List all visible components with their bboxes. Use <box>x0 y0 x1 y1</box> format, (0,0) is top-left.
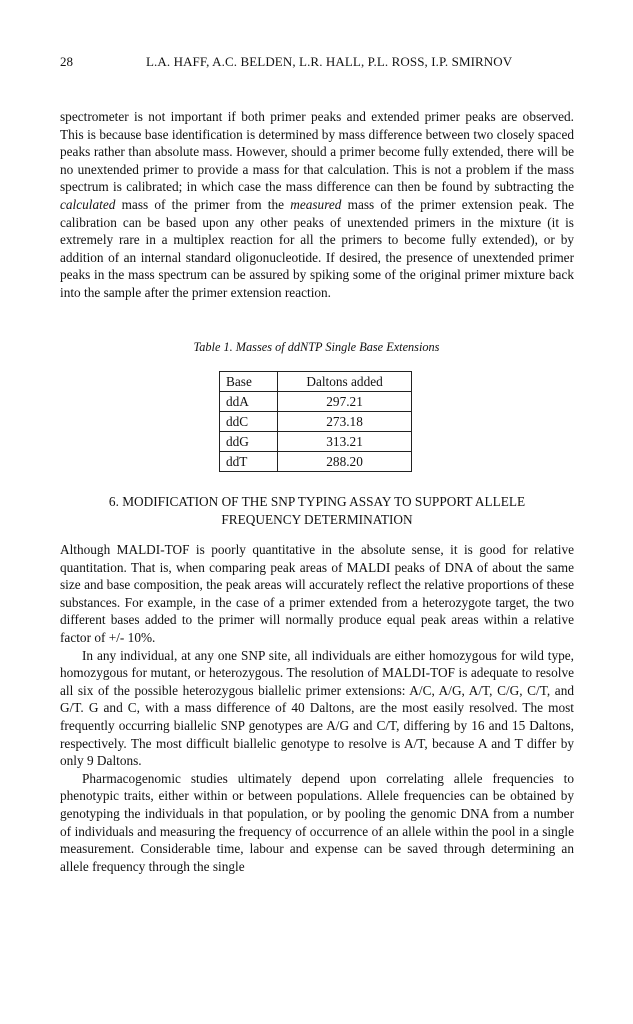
section-body <box>60 541 574 875</box>
table-row <box>220 432 412 452</box>
header-daltons-added: Daltons added <box>278 372 412 392</box>
running-header-authors: L.A. HAFF, A.C. BELDEN, L.R. HALL, P.L. ROSS, I.P. SMIRNOV <box>146 54 513 69</box>
table-cell-daltons: 288.20 <box>278 452 412 472</box>
table-cell-daltons: 297.21 <box>278 392 412 412</box>
emphasis-measured: measured <box>290 196 342 212</box>
table-row <box>220 392 412 412</box>
section-heading <box>60 493 574 529</box>
table-cell-base: ddT <box>220 452 278 472</box>
emphasis-calculated: calculated <box>60 196 116 212</box>
table-cell-base: ddG <box>220 432 278 452</box>
section-heading-line-2: FREQUENCY DETERMINATION <box>221 512 413 527</box>
table-header-row <box>220 372 412 392</box>
table-cell-daltons: 313.21 <box>278 432 412 452</box>
header-base: Base <box>220 372 278 392</box>
table-row <box>220 452 412 472</box>
page-number: 28 <box>60 54 73 69</box>
body-paragraph: Although MALDI-TOF is poorly quantitative in the absolute sense, it is good for relative quantitation. That is, when comparing peak areas of MALDI peaks of DNA of about the same size and base composition, the peak areas will accurately reflect the relative proportions of these substances. For example, in the case of a primer extended from a heterozygote target, the two different bases added to the primer will normally produce equal peak areas within a relative factor of +/- 10%. <box>60 542 574 645</box>
intro-text-2: mass of the primer from the <box>115 196 291 212</box>
table-cell-base: ddC <box>220 412 278 432</box>
table-row <box>220 412 412 432</box>
section-heading-line-1: 6. MODIFICATION OF THE SNP TYPING ASSAY TO SUPPORT ALLELE <box>108 494 526 509</box>
intro-text-1: spectrometer is not important if both primer peaks and extended primer peaks are observed. This is because base identification is determined by mass difference between two closely spaced peaks rather than absolute mass. However, should a primer become fully extended, there will be no unextended primer to provide a mass for that calculation. This is not a problem if the mass spectrum is calibrated; in which case the mass difference can then be found by subtracting the <box>60 109 574 195</box>
body-paragraph: Pharmacogenomic studies ultimately depend upon correlating allele frequencies to phenotypic traits, either within or between populations. Allele frequencies can be obtained by genotyping the individuals in that population, or by pooling the genomic DNA from a number of individuals and measuring the frequency of occurrence of an allele within the pool in a single measurement. Considerable time, labour and expense can be saved through determining an allele frequency through the single <box>60 770 574 874</box>
masses-table <box>219 371 412 472</box>
running-header <box>60 54 573 74</box>
table-cell-base: ddA <box>220 392 278 412</box>
intro-paragraph <box>60 108 574 302</box>
table-caption: Table 1. Masses of ddNTP Single Base Extensions <box>193 340 440 354</box>
table-cell-daltons: 273.18 <box>278 412 412 432</box>
body-paragraph: In any individual, at any one SNP site, all individuals are either homozygous for wild type, homozygous for mutant, or heterozygous. The resolution of MALDI-TOF is adequate to resolve all six of the possible heterozygous biallelic primer extensions: A/C, A/G, A/T, C/G, C/T, and G/T. G and C, with a mass difference of 40 Daltons, are the most easily resolved. The most frequently occurring biallelic SNP genotypes are A/G and C/T, differing by 16 and 15 Daltons, respectively. The most difficult biallelic genotype to resolve is A/T, because A and T differ by only 9 Daltons. <box>60 647 574 769</box>
intro-text-3: mass of the primer extension peak. The calibration can be based upon any other peaks of unextended primers in the mixture (it is extremely rare in a multiplex reaction for all the primers to become fully extended), or by addition of an internal standard oligonucleotide. If desired, the presence of unextended primer peaks in the mass spectrum can be assured by spiking some of the original primer mixture back into the sample after the primer extension reaction. <box>60 196 574 300</box>
